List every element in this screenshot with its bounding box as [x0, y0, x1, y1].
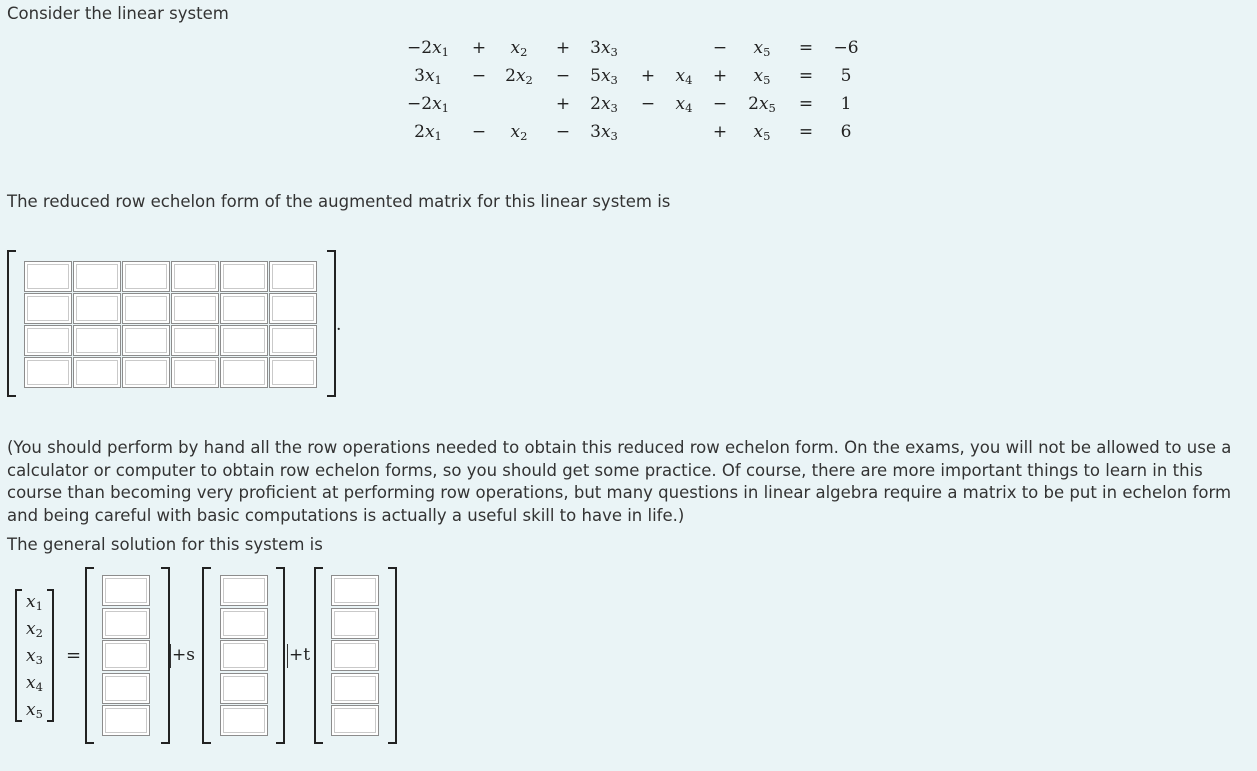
- rref-input-cell[interactable]: [24, 325, 72, 356]
- var-vector-left-bracket: [15, 589, 22, 722]
- rref-input-cell[interactable]: [269, 261, 317, 292]
- rref-input-cell[interactable]: [73, 293, 121, 324]
- system-operator: +: [555, 94, 571, 114]
- linear-system: [0, 38, 900, 154]
- rref-input-cell[interactable]: [269, 357, 317, 388]
- rref-input-cell[interactable]: [220, 357, 268, 388]
- system-operator: −: [712, 38, 728, 58]
- system-equals: =: [798, 122, 814, 142]
- system-term: $x_5$: [753, 66, 771, 87]
- intro-text: Consider the linear system: [7, 4, 229, 23]
- rref-input-cell[interactable]: [220, 293, 268, 324]
- t-vector-input-cell[interactable]: [331, 575, 379, 606]
- rref-right-bracket: [327, 250, 336, 397]
- rref-input-cell[interactable]: [24, 261, 72, 292]
- system-operator: −: [471, 66, 487, 86]
- rref-left-bracket: [7, 250, 16, 397]
- system-term: $3x_1$: [414, 66, 442, 87]
- particular-vector-input-cell[interactable]: [102, 705, 150, 736]
- s-vector-input-cell[interactable]: [220, 608, 268, 639]
- particular-left-bracket: [85, 567, 94, 744]
- system-term: $x_2$: [510, 38, 528, 59]
- var-vector-right-bracket: [47, 589, 54, 722]
- t-vector-left-bracket: [314, 567, 323, 744]
- system-term: $-2x_1$: [407, 38, 449, 59]
- system-rhs: 6: [840, 122, 852, 142]
- system-equals: =: [798, 38, 814, 58]
- system-operator: −: [555, 122, 571, 142]
- system-equals: =: [798, 66, 814, 86]
- variable-entry: $x_2$: [26, 619, 43, 640]
- rref-input-cell[interactable]: [220, 325, 268, 356]
- system-operator: −: [471, 122, 487, 142]
- s-vector-input-cell[interactable]: [220, 673, 268, 704]
- rref-trailing-period: .: [336, 315, 342, 335]
- system-term: $2x_2$: [505, 66, 533, 87]
- variable-entry: $x_5$: [26, 700, 43, 721]
- rref-input-cell[interactable]: [171, 293, 219, 324]
- system-term: $3x_3$: [590, 122, 618, 143]
- t-vector-input-cell[interactable]: [331, 640, 379, 671]
- plus-s-label: +s: [172, 645, 195, 665]
- system-term: $3x_3$: [590, 38, 618, 59]
- note-text: (You should perform by hand all the row operations needed to obtain this reduced row echelon form. On the exams, you will not be allowed to use a calculator or computer to obtain row echelon forms, so you should get some practice. Of course, there are more important things to learn in this course than becoming very proficient at performing row operations, but many questions in linear algebra require a matrix to be put in echelon form and being careful with basic computations is actually a useful skill to have in life.): [7, 438, 1232, 525]
- system-term: $x_4$: [675, 66, 693, 87]
- system-operator: +: [712, 66, 728, 86]
- t-vector-input-cell[interactable]: [331, 673, 379, 704]
- particular-vector-input-cell[interactable]: [102, 640, 150, 671]
- system-rhs: 5: [840, 66, 852, 86]
- rref-input-cell[interactable]: [269, 293, 317, 324]
- variable-entry: $x_4$: [26, 673, 43, 694]
- system-equals: =: [798, 94, 814, 114]
- system-term: $x_2$: [510, 122, 528, 143]
- rref-input-cell[interactable]: [73, 261, 121, 292]
- variable-entry: $x_1$: [26, 592, 43, 613]
- rref-text: The reduced row echelon form of the augmented matrix for this linear system is: [7, 192, 671, 211]
- system-operator: +: [640, 66, 656, 86]
- general-solution-text: The general solution for this system is: [7, 535, 323, 554]
- t-vector-input-cell[interactable]: [331, 608, 379, 639]
- rref-input-cell[interactable]: [269, 325, 317, 356]
- rref-input-cell[interactable]: [171, 357, 219, 388]
- rref-input-cell[interactable]: [171, 261, 219, 292]
- system-operator: +: [712, 122, 728, 142]
- rref-input-cell[interactable]: [73, 357, 121, 388]
- rref-input-cell[interactable]: [122, 325, 170, 356]
- rref-input-cell[interactable]: [24, 357, 72, 388]
- s-vector-input-cell[interactable]: [220, 705, 268, 736]
- t-vector-right-bracket: [388, 567, 397, 744]
- particular-vector-input-cell[interactable]: [102, 575, 150, 606]
- t-vector-input-cell[interactable]: [331, 705, 379, 736]
- particular-vector-input-cell[interactable]: [102, 673, 150, 704]
- rref-input-cell[interactable]: [220, 261, 268, 292]
- rref-input-cell[interactable]: [122, 357, 170, 388]
- system-operator: −: [555, 66, 571, 86]
- equals-sign: =: [66, 645, 82, 666]
- separator-line: [170, 644, 171, 668]
- system-term: $x_4$: [675, 94, 693, 115]
- system-term: $x_5$: [753, 38, 771, 59]
- rref-input-cell[interactable]: [24, 293, 72, 324]
- system-operator: −: [640, 94, 656, 114]
- plus-t-label: +t: [289, 645, 311, 665]
- variable-entry: $x_3$: [26, 646, 43, 667]
- rref-input-cell[interactable]: [122, 293, 170, 324]
- rref-input-cell[interactable]: [73, 325, 121, 356]
- system-operator: −: [712, 94, 728, 114]
- system-term: $-2x_1$: [407, 94, 449, 115]
- s-vector-left-bracket: [202, 567, 211, 744]
- system-term: $x_5$: [753, 122, 771, 143]
- system-operator: +: [471, 38, 487, 58]
- system-term: $5x_3$: [590, 66, 618, 87]
- s-vector-input-cell[interactable]: [220, 640, 268, 671]
- system-rhs: −6: [833, 38, 859, 58]
- system-term: $2x_5$: [748, 94, 776, 115]
- system-operator: +: [555, 38, 571, 58]
- system-term: $2x_1$: [414, 122, 442, 143]
- particular-vector-input-cell[interactable]: [102, 608, 150, 639]
- s-vector-right-bracket: [276, 567, 285, 744]
- s-vector-input-cell[interactable]: [220, 575, 268, 606]
- rref-input-cell[interactable]: [122, 261, 170, 292]
- system-term: $2x_3$: [590, 94, 618, 115]
- particular-right-bracket: [161, 567, 170, 744]
- rref-input-cell[interactable]: [171, 325, 219, 356]
- system-rhs: 1: [840, 94, 852, 114]
- separator-line: [287, 644, 288, 668]
